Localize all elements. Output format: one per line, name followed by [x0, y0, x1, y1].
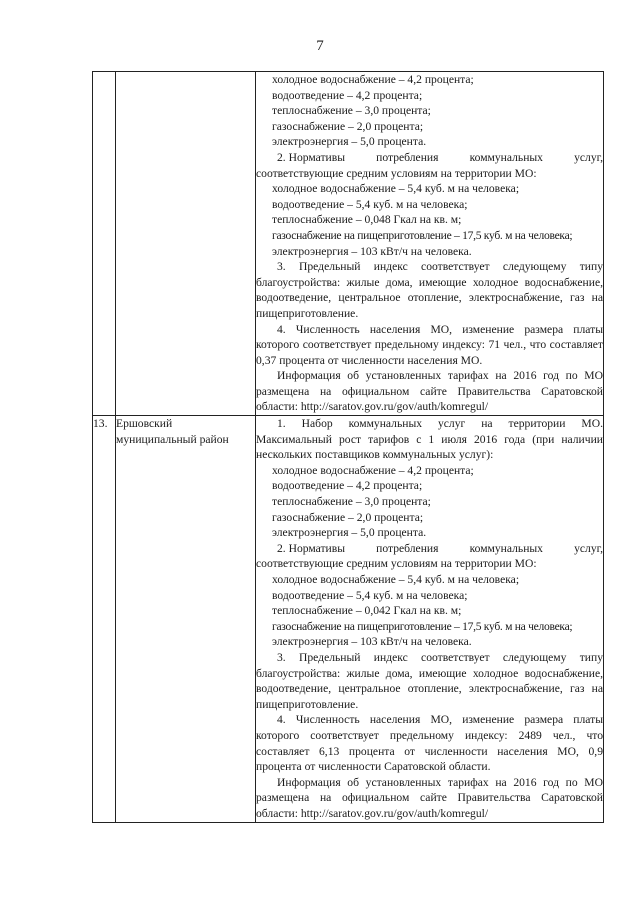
info-paragraph: Информация об установленных тарифах на 2016 год по МО размещена на официальном сайте Правительства Саратовской области: http://saratov.gov.ru/gov/auth/komregul/	[256, 775, 603, 820]
norm-line: электроэнергия – 103 кВт/ч на человека.	[272, 635, 472, 649]
growth-line: водоотведение – 4,2 процента;	[272, 479, 423, 493]
row-number-cell: 13.	[93, 416, 116, 822]
norm-line: теплоснабжение – 0,048 Гкал на кв. м;	[272, 213, 462, 227]
norms-heading-word: услуг,	[574, 150, 603, 164]
norm-line: холодное водоснабжение – 5,4 куб. м на человека;	[272, 182, 520, 196]
growth-line: газоснабжение – 2,0 процента;	[272, 119, 424, 133]
growth-line: электроэнергия – 5,0 процента.	[272, 526, 427, 540]
norm-line: водоотведение – 5,4 куб. м на человека;	[272, 197, 468, 211]
growth-line: электроэнергия – 5,0 процента.	[272, 135, 427, 149]
norms-heading-word: коммунальных	[469, 541, 543, 555]
tariff-table	[92, 71, 604, 823]
municipality-cell: Ершовский муниципальный район	[116, 416, 256, 822]
info-paragraph: Информация об установленных тарифах на 2016 год по МО размещена на официальном сайте Правительства Саратовской области: http://saratov.gov.ru/gov/auth/komregul/	[256, 369, 603, 414]
growth-line: холодное водоснабжение – 4,2 процента;	[272, 463, 474, 477]
page-number: 7	[316, 38, 324, 54]
norms-heading	[256, 541, 603, 557]
norms-heading-word: коммунальных	[469, 150, 543, 164]
norms-heading-word: 2. Нормативы	[277, 150, 346, 164]
tariff-text-cell	[256, 72, 604, 416]
norm-line: электроэнергия – 103 кВт/ч на человека.	[272, 244, 472, 258]
norm-line: холодное водоснабжение – 5,4 куб. м на человека;	[272, 573, 520, 586]
norms-heading-cont: соответствующие средним условиям на территории МО:	[256, 166, 537, 180]
row-number-cell	[93, 72, 116, 416]
norm-line: газоснабжение на пищеприготовление – 17,5 куб. м на человека;	[272, 619, 573, 633]
municipality-cell	[116, 72, 256, 416]
norms-heading-word: услуг,	[574, 541, 603, 555]
norms-heading-word: потребления	[376, 150, 439, 164]
population-paragraph: 4. Численность населения МО, изменение размера платы которого соответствует предельному индексу: 71 чел., что составляет 0,37 процента от численности населения МО.	[256, 322, 603, 367]
norm-line: теплоснабжение – 0,042 Гкал на кв. м;	[272, 604, 462, 618]
growth-line: холодное водоснабжение – 4,2 процента;	[272, 73, 474, 86]
growth-line: водоотведение – 4,2 процента;	[272, 88, 423, 102]
table-row	[93, 72, 604, 416]
norms-heading-word: потребления	[376, 541, 439, 555]
limit-index-paragraph: 3. Предельный индекс соответствует следующему типу благоустройства: жилые дома, имеющие холодное водоснабжение, водоотведение, центральное отопление, электроснабжение, газ на пищеприготовление.	[256, 260, 603, 320]
table-row	[93, 416, 604, 822]
norms-heading-word: 2. Нормативы	[277, 541, 346, 555]
norm-line: газоснабжение на пищеприготовление – 17,5 куб. м на человека;	[272, 228, 573, 242]
growth-line: газоснабжение – 2,0 процента;	[272, 510, 424, 524]
limit-index-paragraph: 3. Предельный индекс соответствует следующему типу благоустройства: жилые дома, имеющие холодное водоснабжение, водоотведение, центральное отопление, электроснабжение, газ на пищеприготовление.	[256, 650, 603, 711]
growth-line: теплоснабжение – 3,0 процента;	[272, 495, 431, 509]
norm-line: водоотведение – 5,4 куб. м на человека;	[272, 588, 468, 602]
services-intro-paragraph: 1. Набор коммунальных услуг на территории МО. Максимальный рост тарифов с 1 июля 2016 года (при наличии нескольких поставщиков коммунальных услуг):	[256, 417, 603, 462]
growth-line: теплоснабжение – 3,0 процента;	[272, 104, 431, 118]
population-paragraph: 4. Численность населения МО, изменение размера платы которого соответствует предельному индексу: 2489 чел., что составляет 6,13 процента от численности населения МО, 0,9 процента от численности Саратовской области.	[256, 713, 603, 774]
norms-heading-cont: соответствующие средним условиям на территории МО:	[256, 557, 537, 571]
norms-heading	[256, 150, 603, 166]
tariff-text-cell	[256, 416, 604, 822]
